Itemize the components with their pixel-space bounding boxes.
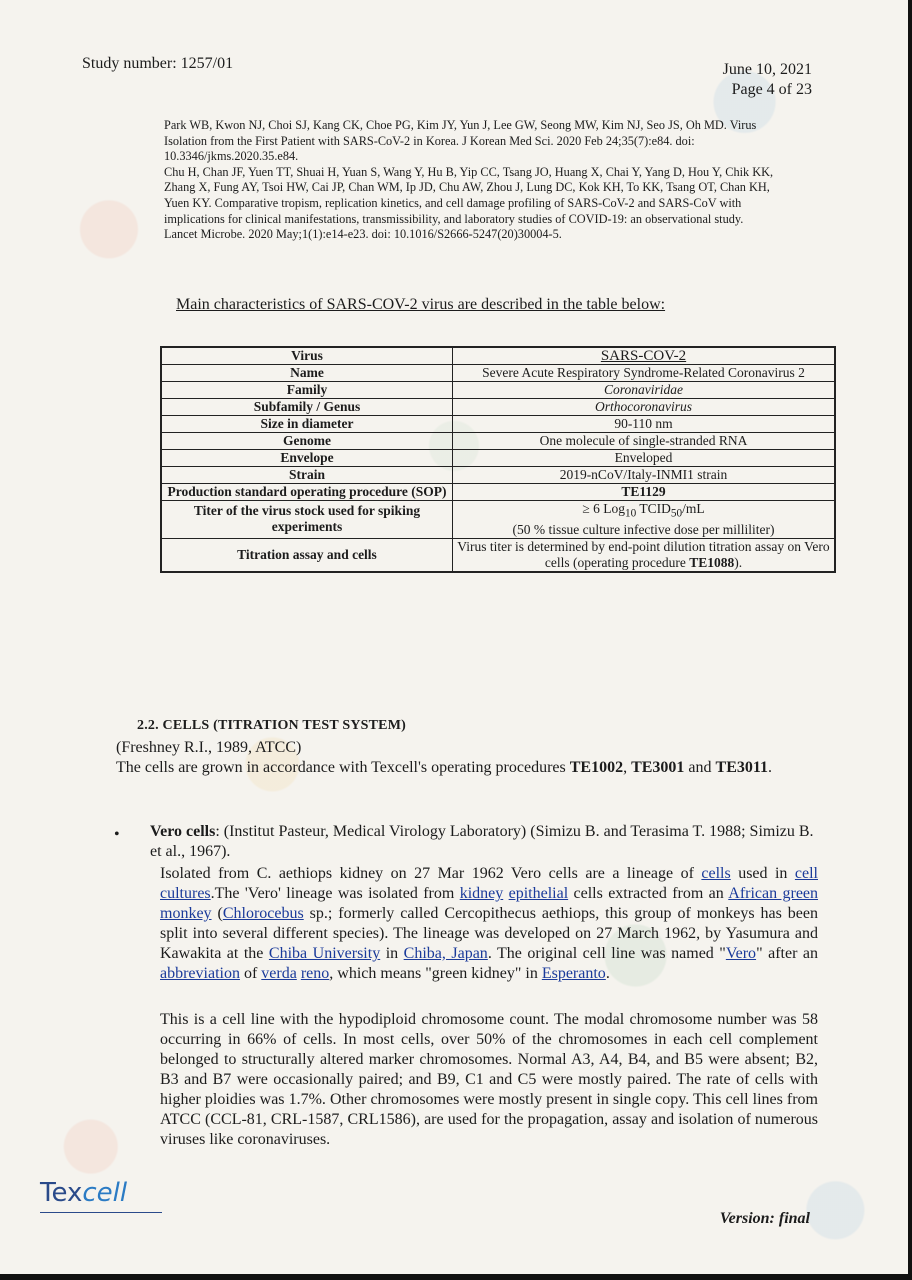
row-label: Production standard operating procedure (SOP) bbox=[161, 484, 453, 501]
section-body bbox=[116, 738, 818, 778]
row-value: TE1129 bbox=[453, 484, 836, 501]
study-number: Study number: 1257/01 bbox=[82, 55, 234, 72]
row-label: Titer of the virus stock used for spiking experiments bbox=[161, 501, 453, 539]
table-row bbox=[161, 433, 835, 450]
table-header-row bbox=[161, 347, 835, 365]
row-value: Severe Acute Respiratory Syndrome-Related Coronavirus 2 bbox=[453, 365, 836, 382]
row-value: Orthocoronavirus bbox=[453, 399, 836, 416]
row-value: Coronaviridae bbox=[453, 382, 836, 399]
row-value: One molecule of single-stranded RNA bbox=[453, 433, 836, 450]
table-row bbox=[161, 399, 835, 416]
page-number: Page 4 of 23 bbox=[731, 81, 812, 98]
table-row bbox=[161, 450, 835, 467]
version-label: Version: final bbox=[719, 1210, 810, 1227]
vero-description-paragraph: Isolated from C. aethiops kidney on 27 Mar 1962 Vero cells are a lineage of cells used in cell cultures.The 'Vero' lineage was isolated from kidney epithelial cells extracted from an African green monkey (Chlorocebus sp.; formerly called Cercopithecus aethiops, this group of monkeys has been split into several different species). The lineage was developed on 27 March 1962, by Yasumura and Kawakita at the Chiba University in Chiba, Japan. The original cell line was named "Vero" after an abbreviation of verda reno, which means "green kidney" in Esperanto. bbox=[160, 865, 819, 982]
link-esperanto[interactable]: Esperanto bbox=[541, 965, 606, 982]
section-citation: (Freshney R.I., 1989, ATCC) bbox=[116, 739, 302, 756]
table-row bbox=[161, 484, 835, 501]
table-row bbox=[161, 365, 835, 382]
bullet-marker: • bbox=[114, 826, 120, 843]
table-row bbox=[161, 501, 835, 539]
row-label: Size in diameter bbox=[161, 416, 453, 433]
section-intro: The cells are grown in accordance with Texcell's operating procedures TE1002, TE3001 and TE3011. bbox=[116, 759, 772, 776]
row-value: Virus titer is determined by end-point dilution titration assay on Vero cells (operating procedure TE1088). bbox=[453, 538, 836, 572]
link-verda[interactable]: verda bbox=[261, 965, 297, 982]
reference-item: Chu H, Chan JF, Yuen TT, Shuai H, Yuan S, Wang Y, Hu B, Yip CC, Tsang JO, Huang X, Chai Y, Yang D, Hou Y, Chik KK, Zhang X, Fung AY, Tsoi HW, Cai JP, Chan WM, Ip JD, Chu AW, Zhou J, Lung DC, Kok KH, To KK, Tsang OT, Chan KH, Yuen KY. Comparative tropism, replication kinetics, and cell damage profiling of SARS-CoV-2 and SARS-CoV with implications for clinical manifestations, transmissibility, and laboratory studies of COVID-19: an observational study. Lancet Microbe. 2020 May;1(1):e14-e23. doi: 10.1016/S2666-5247(20)30004-5. bbox=[164, 164, 774, 242]
link-chiba-japan[interactable]: Chiba, Japan bbox=[403, 945, 488, 962]
logo-underline bbox=[40, 1212, 162, 1213]
link-african-green-monkey[interactable]: African green monkey bbox=[160, 885, 819, 922]
references-block bbox=[164, 118, 774, 243]
link-abbreviation[interactable]: abbreviation bbox=[160, 965, 240, 982]
table-row bbox=[161, 416, 835, 433]
row-label: Family bbox=[161, 382, 453, 399]
page-header-right bbox=[723, 60, 812, 100]
row-label: Name bbox=[161, 365, 453, 382]
link-reno[interactable]: reno bbox=[300, 965, 330, 982]
document-date: June 10, 2021 bbox=[722, 61, 812, 78]
row-label: Genome bbox=[161, 433, 453, 450]
table-row bbox=[161, 538, 835, 572]
link-chlorocebus[interactable]: Chlorocebus bbox=[222, 905, 304, 922]
virus-characteristics-table bbox=[160, 346, 836, 573]
texcell-logo: Texcell bbox=[40, 1178, 128, 1208]
link-vero[interactable]: Vero bbox=[725, 945, 757, 962]
row-label: Strain bbox=[161, 467, 453, 484]
link-cells[interactable]: cells bbox=[701, 865, 731, 882]
row-value: 2019-nCoV/Italy-INMI1 strain bbox=[453, 467, 836, 484]
link-epithelial[interactable]: epithelial bbox=[508, 885, 569, 902]
row-label: Titration assay and cells bbox=[161, 538, 453, 572]
link-chiba-university[interactable]: Chiba University bbox=[268, 945, 381, 962]
chromosome-paragraph: This is a cell line with the hypodiploid chromosome count. The modal chromosome number was 58 occurring in 66% of cells. In most cells, over 50% of the chromosomes in each cell complement belonged to structurally altered marker chromosomes. Normal A3, A4, B4, and B5 were absent; B2, B3 and B7 were occasionally paired; and B9, C1 and C5 were mostly paired. The rate of cells with higher ploidies was 1.7%. Other chromosomes were mostly present in single copy. This cell lines from ATCC (CCL-81, CRL-1587, CRL1586), are used for the propagation, assay and isolation of numerous viruses like coronaviruses. bbox=[160, 1011, 818, 1148]
bullet-text: Vero cells: (Institut Pasteur, Medical Virology Laboratory) (Simizu B. and Terasima T. 1988; Simizu B. et al., 1967). bbox=[150, 823, 814, 860]
table-header-label: Virus bbox=[161, 347, 453, 365]
row-label: Envelope bbox=[161, 450, 453, 467]
link-kidney[interactable]: kidney bbox=[459, 885, 504, 902]
reference-item: Park WB, Kwon NJ, Choi SJ, Kang CK, Choe PG, Kim JY, Yun J, Lee GW, Seong MW, Kim NJ, Seo JS, Oh MD. Virus Isolation from the First Patient with SARS-CoV-2 in Korea. J Korean Med Sci. 2020 Feb 24;35(7):e84. doi: 10.3346/jkms.2020.35.e84. bbox=[164, 118, 757, 164]
table-row bbox=[161, 382, 835, 399]
row-value: ≥ 6 Log$_{10}$ $TCID_{50}/mL$ (50 % tissue culture infective dose per milliliter) bbox=[453, 501, 836, 539]
row-value: 90-110 nm bbox=[453, 416, 836, 433]
table-header-value: SARS-COV-2 bbox=[453, 347, 836, 365]
table-row bbox=[161, 467, 835, 484]
table-intro: Main characteristics of SARS-COV-2 virus are described in the table below: bbox=[176, 296, 666, 313]
link-cell-cultures[interactable]: cell cultures bbox=[160, 865, 818, 902]
section-heading: 2.2. CELLS (TITRATION TEST SYSTEM) bbox=[137, 718, 406, 733]
row-label: Subfamily / Genus bbox=[161, 399, 453, 416]
row-value: Enveloped bbox=[453, 450, 836, 467]
